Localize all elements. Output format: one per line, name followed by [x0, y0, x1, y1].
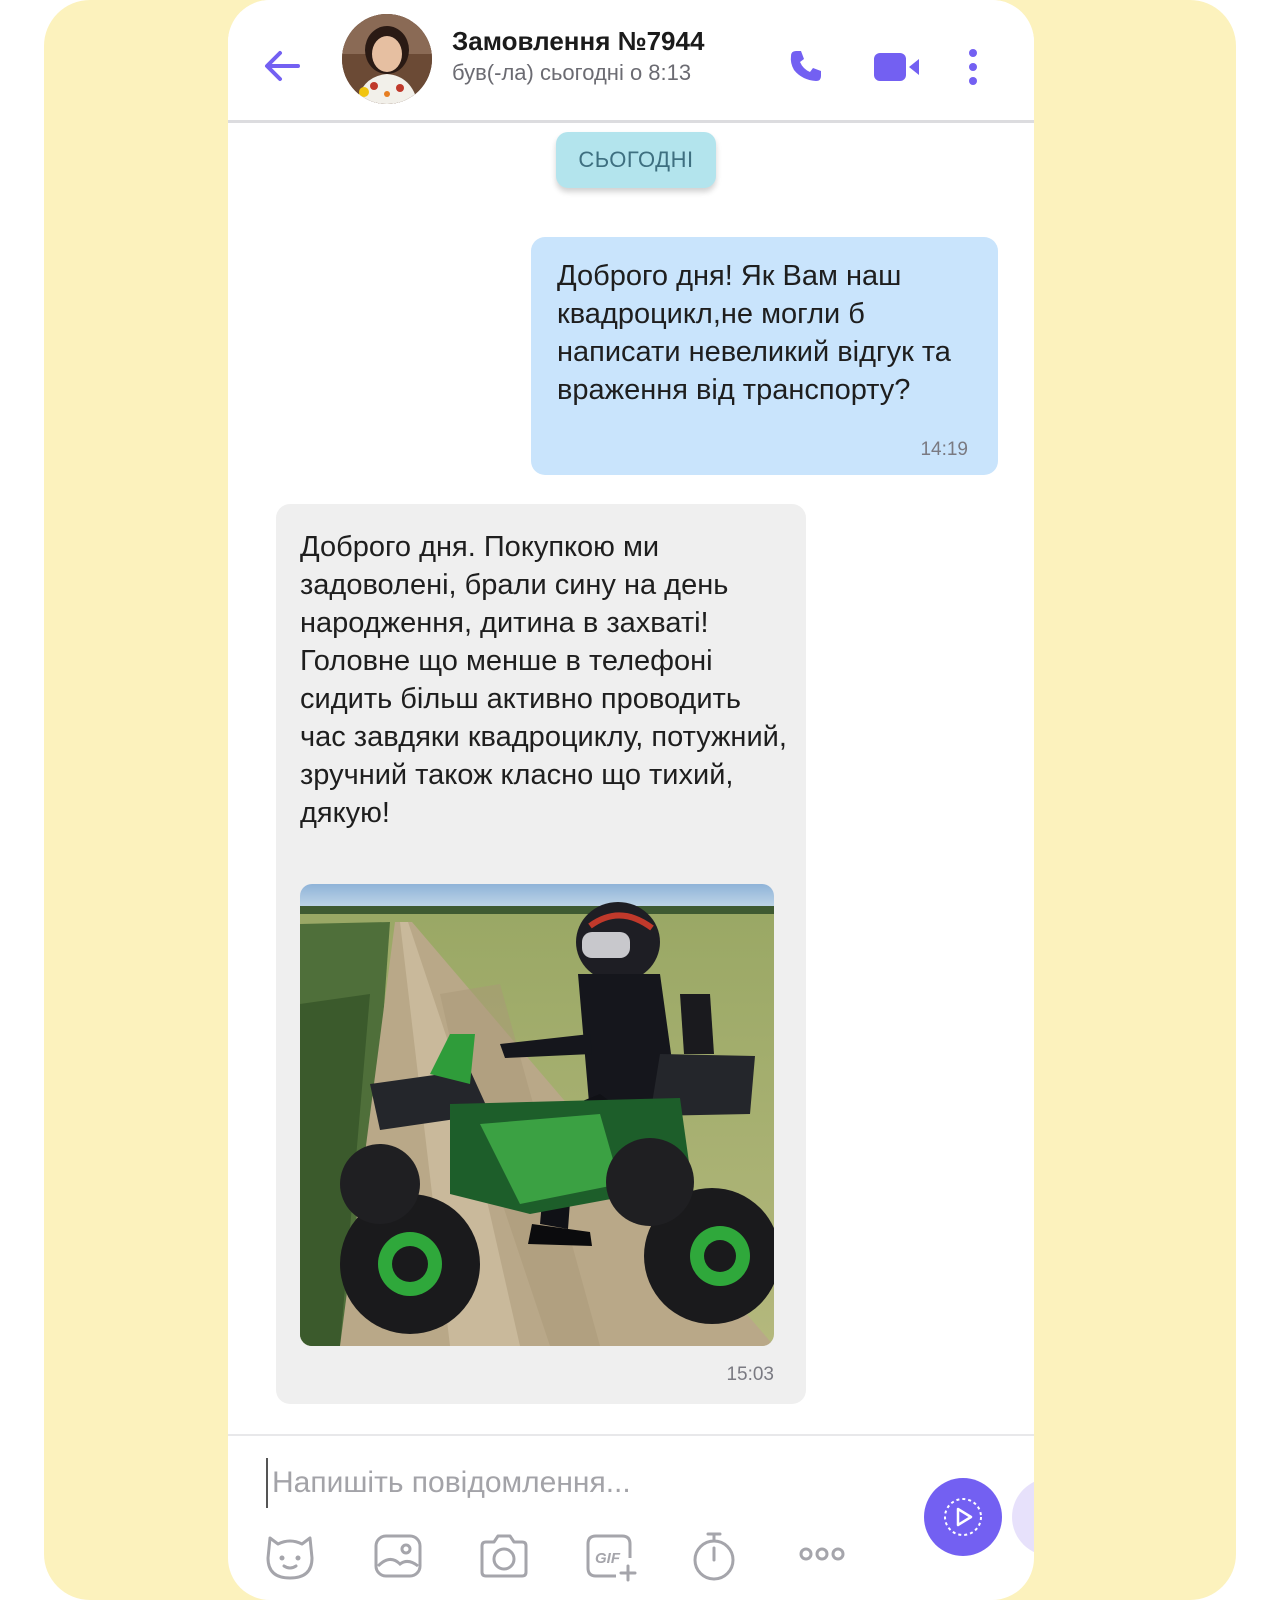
- send-voice-button[interactable]: [924, 1478, 1002, 1556]
- message-time: 15:03: [726, 1364, 774, 1385]
- avatar-photo: [342, 14, 432, 104]
- back-arrow-icon[interactable]: [262, 46, 302, 86]
- chat-title[interactable]: Замовлення №7944: [452, 26, 705, 56]
- message-text: Доброго дня! Як Вам наш квадроцикл,не могли б написати невеликий відгук та враження від транспорту?: [557, 260, 951, 406]
- gif-icon[interactable]: [582, 1528, 638, 1584]
- chat-header: [228, 0, 1034, 123]
- sticker-icon[interactable]: [262, 1528, 318, 1584]
- gallery-icon[interactable]: [370, 1528, 426, 1584]
- phone-call-icon[interactable]: [788, 48, 824, 84]
- message-bubble-outgoing[interactable]: [531, 237, 998, 475]
- message-bubble-incoming[interactable]: [276, 504, 806, 1404]
- message-photo[interactable]: [300, 884, 774, 1346]
- last-seen-status: був(-ла) сьогодні о 8:13: [452, 60, 692, 85]
- composer-divider: [228, 1434, 1034, 1436]
- more-icon[interactable]: [794, 1528, 850, 1584]
- secondary-action-button[interactable]: [1012, 1478, 1034, 1556]
- message-text: Доброго дня. Покупкою ми задоволені, брали сину на день народження, дитина в захваті! Головне що менше в телефоні сидить більш активно проводить час завдяки квадроциклу, потужний, зручний також класно що тихий, дякую!: [300, 531, 787, 829]
- play-send-icon: [924, 1478, 1002, 1556]
- gif-label: GIF: [595, 1550, 620, 1567]
- atv-photo-image: [300, 884, 774, 1346]
- camera-icon[interactable]: [476, 1528, 532, 1584]
- chat-screen: [228, 0, 1034, 1600]
- more-options-icon[interactable]: [966, 48, 980, 86]
- date-divider: СЬОГОДНІ: [556, 132, 716, 188]
- message-input[interactable]: [266, 1458, 874, 1508]
- avatar[interactable]: [342, 14, 432, 104]
- timer-icon[interactable]: [686, 1528, 742, 1584]
- message-time: 14:19: [920, 439, 968, 460]
- video-call-icon[interactable]: [872, 50, 922, 84]
